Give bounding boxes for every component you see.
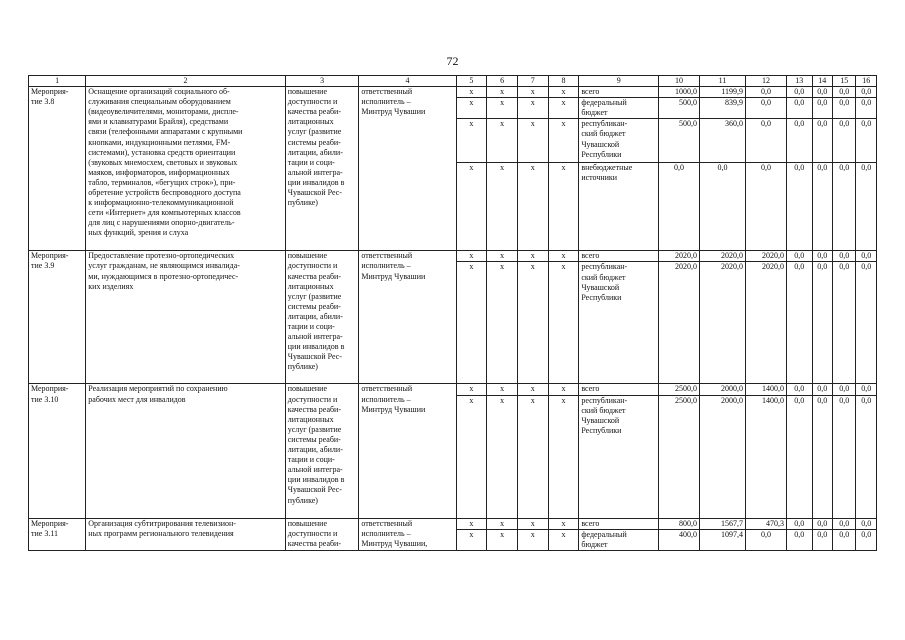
header-cell: 6	[487, 76, 518, 87]
table-cell: 0,0	[812, 119, 832, 163]
table-cell: х	[548, 262, 579, 384]
table-header-row	[29, 76, 877, 87]
table-cell: 0,0	[832, 87, 856, 98]
table-cell: 0,0	[812, 262, 832, 384]
table-cell: 0,0	[856, 98, 877, 119]
header-cell: 12	[746, 76, 787, 87]
table-cell: 0,0	[786, 395, 812, 518]
table-cell: х	[548, 251, 579, 262]
header-cell: 13	[786, 76, 812, 87]
table-cell: 470,3	[746, 518, 787, 529]
table-cell: 1097,4	[700, 529, 746, 550]
table-cell: х	[487, 384, 518, 395]
table-cell: х	[487, 119, 518, 163]
table-row	[29, 384, 877, 395]
table-cell: 0,0	[746, 119, 787, 163]
table-cell: 0,0	[746, 163, 787, 251]
header-cell: 7	[517, 76, 548, 87]
table-cell: 0,0	[856, 87, 877, 98]
responsible-executor: ответственный исполнитель – Минтруд Чувашии	[359, 87, 456, 251]
table-cell: х	[487, 529, 518, 550]
activity-code: Мероприя- тие 3.8	[29, 87, 86, 251]
table-cell: 0,0	[832, 163, 856, 251]
table-cell: 1000,0	[659, 87, 700, 98]
responsible-executor: ответственный исполнитель – Минтруд Чувашии	[359, 384, 456, 518]
table-cell: 0,0	[812, 251, 832, 262]
table-cell: х	[517, 119, 548, 163]
table-cell: 400,0	[659, 529, 700, 550]
table-cell: 2020,0	[659, 251, 700, 262]
table-cell: х	[517, 529, 548, 550]
table-cell: 500,0	[659, 119, 700, 163]
table-cell: 0,0	[832, 262, 856, 384]
table-cell: 2020,0	[659, 262, 700, 384]
table-row	[29, 87, 877, 98]
responsible-executor: ответственный исполнитель – Минтруд Чувашии,	[359, 518, 456, 550]
table-cell: х	[487, 87, 518, 98]
table-cell: х	[487, 262, 518, 384]
table-cell: 1400,0	[746, 384, 787, 395]
table-cell: 0,0	[812, 384, 832, 395]
table-cell: 0,0	[856, 262, 877, 384]
table-row	[29, 251, 877, 262]
table-cell: х	[456, 119, 487, 163]
funding-source: всего	[579, 87, 659, 98]
program-activities-table	[28, 75, 877, 551]
table-cell: х	[548, 163, 579, 251]
header-cell: 4	[359, 76, 456, 87]
table-cell: х	[487, 98, 518, 119]
activity-description: Оснащение организаций социального об- служивания специальным оборудованием (видеоувеличителями, мониторами, диспле- ями и клавиатурами Брайля), средствами связи (телефонными аппаратами с крупными кнопками, индукционными петлями, FM- системами), установка средств ориентации (звуковых мнемосхем, световых и звуковых маяков, информаторов, информационных табло, терминалов, «бегущих строк»), при- обретение устройств беспроводного доступа к информационно-телекоммуникационной сети «Интернет» для компьютерных классов для лиц с нарушениями опорно-двигатель- ных функций, зрения и слуха	[86, 87, 285, 251]
table-cell: 0,0	[832, 384, 856, 395]
table-cell: х	[517, 395, 548, 518]
table-cell: 0,0	[700, 163, 746, 251]
table-cell: 0,0	[786, 518, 812, 529]
table-cell: 0,0	[812, 87, 832, 98]
table-cell: х	[456, 251, 487, 262]
funding-source: всего	[579, 384, 659, 395]
funding-source: республикан- ский бюджет Чувашской Республики	[579, 262, 659, 384]
table-cell: 0,0	[786, 262, 812, 384]
table-cell: 800,0	[659, 518, 700, 529]
table-cell: х	[487, 251, 518, 262]
table-cell: х	[487, 163, 518, 251]
activity-code: Мероприя- тие 3.10	[29, 384, 86, 518]
table-cell: 2020,0	[746, 262, 787, 384]
table-cell: 0,0	[832, 251, 856, 262]
table-cell: 0,0	[812, 395, 832, 518]
table-cell: 0,0	[832, 395, 856, 518]
activity-code: Мероприя- тие 3.11	[29, 518, 86, 550]
table-cell: 0,0	[856, 163, 877, 251]
table-cell: х	[517, 98, 548, 119]
table-row	[29, 518, 877, 529]
table-cell: 0,0	[786, 384, 812, 395]
header-cell: 16	[856, 76, 877, 87]
table-cell: х	[456, 87, 487, 98]
table-cell: х	[517, 251, 548, 262]
table-cell: х	[456, 384, 487, 395]
table-cell: 0,0	[812, 98, 832, 119]
table-cell: 0,0	[832, 119, 856, 163]
table-cell: 0,0	[856, 251, 877, 262]
table-cell: 0,0	[812, 163, 832, 251]
table-cell: 0,0	[786, 251, 812, 262]
table-cell: х	[456, 262, 487, 384]
table-cell: 2000,0	[700, 384, 746, 395]
table-cell: х	[456, 163, 487, 251]
table-cell: 1400,0	[746, 395, 787, 518]
table-cell: 0,0	[659, 163, 700, 251]
page-number: 72	[446, 54, 459, 68]
header-cell: 10	[659, 76, 700, 87]
table-cell: 0,0	[786, 529, 812, 550]
table-cell: х	[456, 98, 487, 119]
responsible-executor: ответственный исполнитель – Минтруд Чувашии	[359, 251, 456, 384]
funding-source: внебюджетные источники	[579, 163, 659, 251]
activity-code: Мероприя- тие 3.9	[29, 251, 86, 384]
table-cell: 0,0	[856, 119, 877, 163]
activity-description: Реализация мероприятий по сохранению рабочих мест для инвалидов	[86, 384, 285, 518]
header-cell: 15	[832, 76, 856, 87]
table-cell: 839,9	[700, 98, 746, 119]
funding-source: федеральный бюджет	[579, 98, 659, 119]
table-cell: 2500,0	[659, 384, 700, 395]
header-cell: 8	[548, 76, 579, 87]
table-cell: х	[548, 395, 579, 518]
table-cell: 0,0	[812, 518, 832, 529]
table-cell: 2000,0	[700, 395, 746, 518]
funding-source: всего	[579, 518, 659, 529]
table-cell: х	[487, 518, 518, 529]
table-cell: 0,0	[812, 529, 832, 550]
header-cell: 5	[456, 76, 487, 87]
table-cell: 1199,9	[700, 87, 746, 98]
table-cell: 0,0	[832, 518, 856, 529]
table-cell: 2500,0	[659, 395, 700, 518]
header-cell: 9	[579, 76, 659, 87]
activity-description: Организация субтитрирования телевизион- ных программ регионального телевидения	[86, 518, 285, 550]
table-cell: 0,0	[832, 98, 856, 119]
header-cell: 1	[29, 76, 86, 87]
table-cell: 0,0	[786, 98, 812, 119]
table-cell: 0,0	[786, 87, 812, 98]
table-cell: х	[548, 518, 579, 529]
table-cell: х	[548, 384, 579, 395]
table-cell: 0,0	[856, 395, 877, 518]
table-cell: х	[456, 529, 487, 550]
activity-goal: повышение доступности и качества реаби- литационных услуг (развитие системы реаби- литации, абили- тации и соци- альной интегра- ции инвалидов в Чувашской Рес- публике)	[285, 384, 359, 518]
table-cell: х	[517, 262, 548, 384]
table-cell: 360,0	[700, 119, 746, 163]
table-cell: х	[456, 395, 487, 518]
header-cell: 14	[812, 76, 832, 87]
table-cell: 0,0	[856, 529, 877, 550]
activity-description: Предоставление протезно-ортопедических услуг гражданам, не являющимся инвалида- ми, нуждающимся в протезно-ортопедичес- ких изделиях	[86, 251, 285, 384]
table-cell: 0,0	[856, 384, 877, 395]
header-cell: 11	[700, 76, 746, 87]
funding-source: республикан- ский бюджет Чувашской Республики	[579, 119, 659, 163]
table-cell: 0,0	[832, 529, 856, 550]
table-cell: 2020,0	[746, 251, 787, 262]
table-cell: х	[517, 518, 548, 529]
table-cell: 500,0	[659, 98, 700, 119]
funding-source: федеральный бюджет	[579, 529, 659, 550]
table-cell: 0,0	[786, 163, 812, 251]
table-cell: 0,0	[746, 529, 787, 550]
table-cell: х	[517, 87, 548, 98]
activity-goal: повышение доступности и качества реаби-	[285, 518, 359, 550]
activity-goal: повышение доступности и качества реаби- литационных услуг (развитие системы реаби- литации, абили- тации и соци- альной интегра- ции инвалидов в Чувашской Рес- публике)	[285, 251, 359, 384]
table-cell: 0,0	[856, 518, 877, 529]
table-cell: 2020,0	[700, 251, 746, 262]
table-cell: х	[517, 384, 548, 395]
table-cell: х	[487, 395, 518, 518]
funding-source: всего	[579, 251, 659, 262]
table-cell: 0,0	[746, 87, 787, 98]
table-cell: 2020,0	[700, 262, 746, 384]
header-cell: 3	[285, 76, 359, 87]
header-cell: 2	[86, 76, 285, 87]
table-cell: х	[517, 163, 548, 251]
table-cell: х	[548, 98, 579, 119]
table-cell: 1567,7	[700, 518, 746, 529]
table-cell: х	[548, 87, 579, 98]
table-cell: 0,0	[786, 119, 812, 163]
table-cell: 0,0	[746, 98, 787, 119]
table-cell: х	[548, 119, 579, 163]
funding-source: республикан- ский бюджет Чувашской Республики	[579, 395, 659, 518]
table-cell: х	[548, 529, 579, 550]
activity-goal: повышение доступности и качества реаби- литационных услуг (развитие системы реаби- литации, абили- тации и соци- альной интегра- ции инвалидов в Чувашской Рес- публике)	[285, 87, 359, 251]
table-cell: х	[456, 518, 487, 529]
